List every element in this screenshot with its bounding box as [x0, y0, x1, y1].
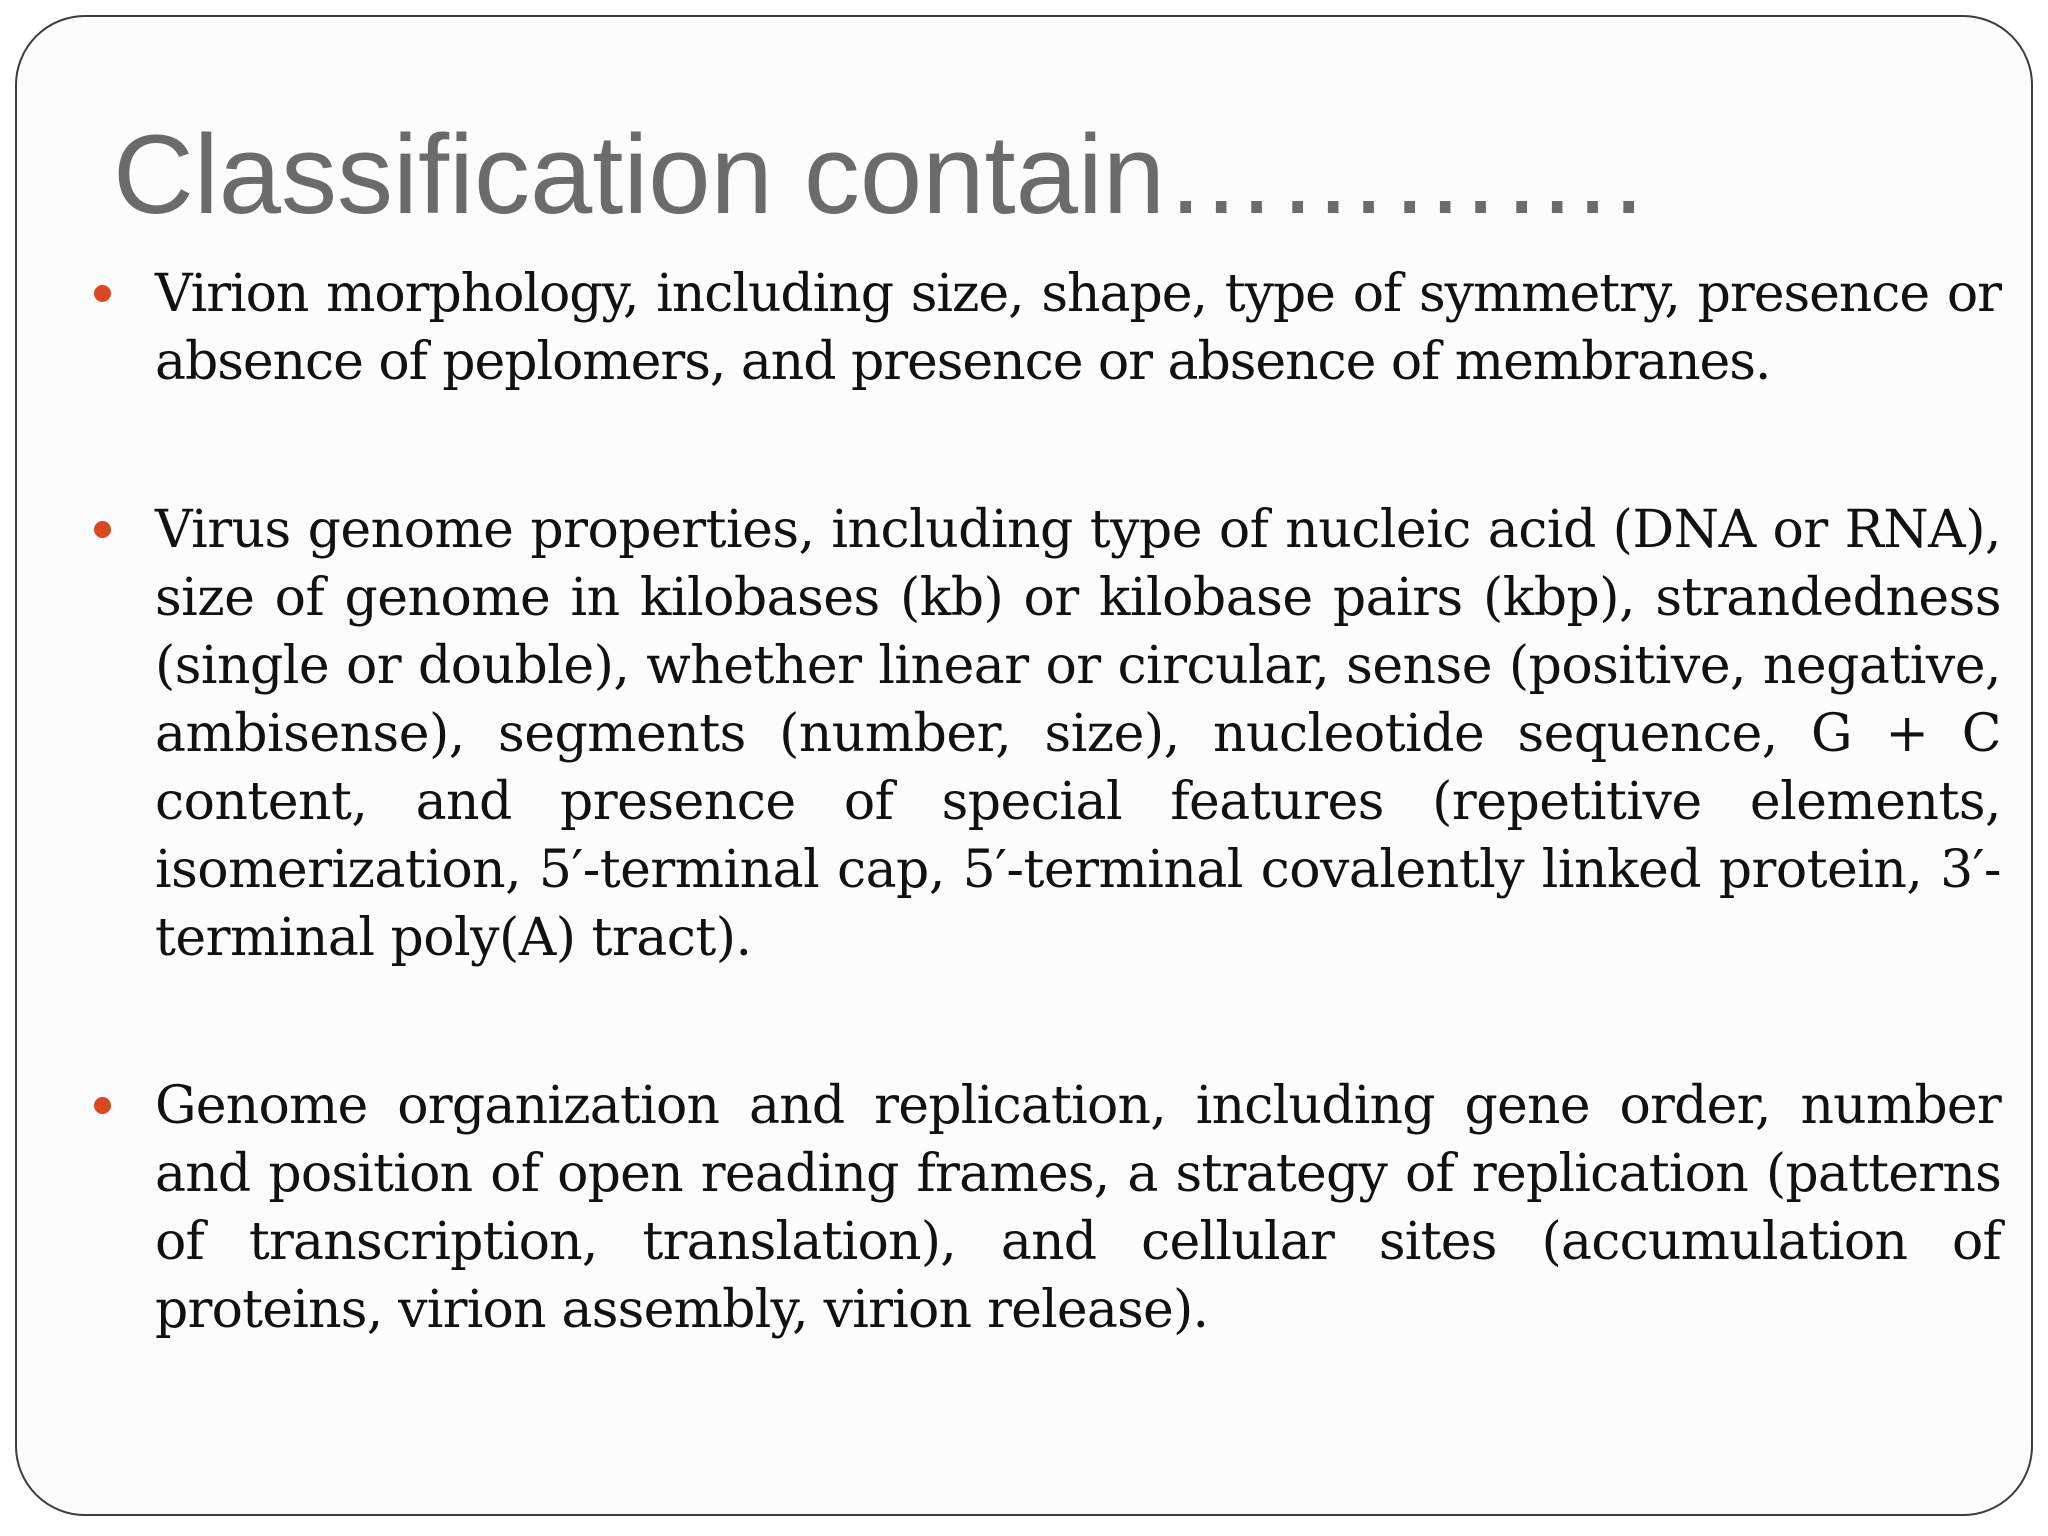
bullet-text: Virion morphology, including size, shape, type of symmetry, presence or absence of peplomers, and presence or absence of membranes. [155, 264, 2001, 392]
bullet-text: Genome organization and replication, including gene order, number and position of open reading frames, a strategy of replication (patterns of transcription, translation), and cellular sites (accumulation of proteins, virion assembly, virion release). [155, 1076, 2001, 1340]
bullet-text: Virus genome properties, including type of nucleic acid (DNA or RNA), size of genome in kilobases (kb) or kilobase pairs (kbp), strandedness (single or double), whether linear or circular, sense (positive, negative, ambisense), segments (number, size), nucleotide sequence, G + C content, and presence of special features (repetitive elements, isomerization, 5′-terminal cap, 5′-terminal covalently linked protein, 3′-terminal poly(A) tract). [155, 500, 2001, 968]
bullet-item-genome-properties [79, 496, 2001, 972]
bullet-item-genome-organization [79, 1072, 2001, 1344]
bullet-dot-icon [94, 521, 111, 538]
bullet-item-virion-morphology [79, 260, 2001, 396]
slide [15, 15, 2033, 1516]
slide-title: Classification contain…………. [113, 112, 1645, 237]
bullet-list [79, 260, 2001, 1444]
bullet-dot-icon [94, 1097, 111, 1114]
bullet-dot-icon [94, 285, 111, 302]
